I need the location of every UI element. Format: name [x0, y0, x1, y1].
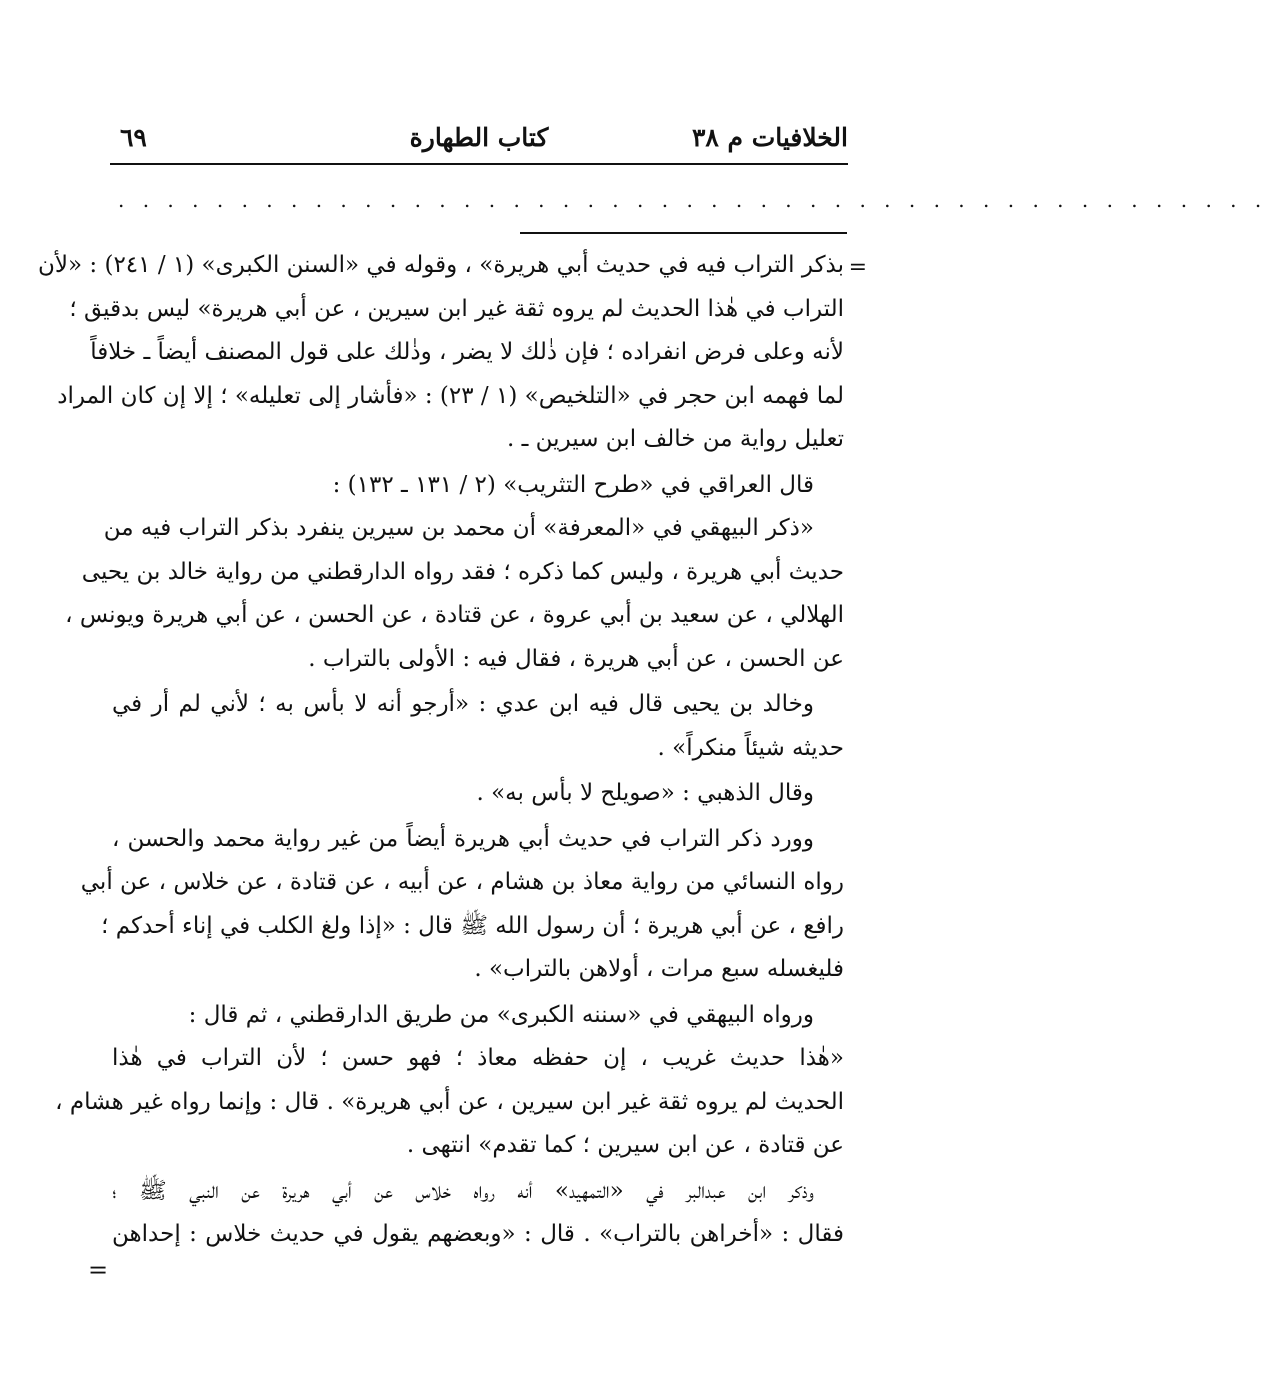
footnote-body [38, 244, 844, 1257]
text-line: ورواه البيهقي في «سننه الكبرى» من طريق الدارقطني ، ثم قال : [188, 1001, 814, 1028]
text-line: تعليل رواية من خالف ابن سيرين ـ . [506, 426, 844, 452]
text-line: عن الحسن ، عن أبي هريرة ، فقال فيه : الأولى بالتراب . [308, 645, 844, 672]
text-line: رافع ، عن أبي هريرة ؛ أن رسول الله ﷺ قال : «إذا ولغ الكلب في إناء أحدكم ؛ [101, 912, 844, 939]
text-line: وقال الذهبي : «صويلح لا بأس به» . [476, 780, 814, 806]
text-line: رواه النسائي من رواية معاذ بن هشام ، عن أبيه ، عن قتادة ، عن خلاس ، عن أبي [80, 869, 844, 895]
text-line: لأنه وعلى فرض انفراده ؛ فإن ذٰلك لا يضر ، وذٰلك على قول المصنف أيضاً ـ خلافاً [90, 339, 844, 365]
text-line: وخالد بن يحيى قال فيه ابن عدي : «أرجو أنه لا بأس به ؛ لأني لم أر في [112, 691, 814, 717]
volume-title: الخلافيات م ٣٨ [691, 123, 848, 152]
chapter-title: كتاب الطهارة [409, 123, 549, 152]
text-line: الهلالي ، عن سعيد بن أبي عروة ، عن قتادة ، عن الحسن ، عن أبي هريرة ويونس ، [65, 602, 844, 628]
page-header [110, 120, 848, 160]
text-line: بذكر التراب فيه في حديث أبي هريرة» ، وقوله في «السنن الكبرى» (١ / ٢٤١) : «لأن [38, 252, 844, 278]
text-line: قال العراقي في «طرح التثريب» (٢ / ١٣١ ـ ١٣٢) : [332, 471, 814, 498]
header-rule [110, 163, 848, 165]
continuation-mark-end: = [88, 1256, 109, 1284]
text-line: التراب في هٰذا الحديث لم يروه ثقة غير ابن سيرين ، عن أبي هريرة» ليس بدقيق ؛ [69, 295, 844, 322]
text-line: وذكر ابن عبدالبر في «التمهيد» أنه رواه خلاس عن أبي هريرة عن النبي ﷺ ؛ [112, 1177, 814, 1204]
text-line: فقال : «أخراهن بالتراب» . قال : «وبعضهم يقول في حديث خلاس : إحداهن [112, 1221, 844, 1247]
text-line: «هٰذا حديث غريب ، إن حفظه معاذ ؛ فهو حسن ؛ لأن التراب في هٰذا [112, 1045, 844, 1071]
text-line: حديث أبي هريرة ، وليس كما ذكره ؛ فقد رواه الدارقطني من رواية خالد بن يحيى [81, 558, 844, 585]
text-line: «ذكر البيهقي في «المعرفة» أن محمد بن سيرين ينفرد بذكر التراب فيه من [103, 515, 814, 541]
text-line: عن قتادة ، عن ابن سيرين ؛ كما تقدم» انتهى . [406, 1132, 844, 1158]
page-number: ٦٩ [120, 123, 147, 152]
continuation-mark-start: = [848, 255, 867, 280]
text-line: الحديث لم يروه ثقة غير ابن سيرين ، عن أبي هريرة» . قال : وإنما رواه غير هشام ، [55, 1088, 844, 1115]
text-line: حديثه شيئاً منكراً» . [657, 734, 844, 761]
text-line: وورد ذكر التراب في حديث أبي هريرة أيضاً من غير رواية محمد والحسن ، [112, 825, 814, 852]
text-line: فليغسله سبع مرات ، أولاهن بالتراب» . [474, 956, 844, 982]
footnote-rule [520, 232, 847, 234]
text-line: لما فهمه ابن حجر في «التلخيص» (١ / ٢٣) : «فأشار إلى تعليله» ؛ إلا إن كان المراد [57, 382, 844, 409]
ellipsis-separator: . . . . . . . . . . . . . . . . . . . . . . . . . . . . . . . . . . . . . . . . . . . . . . . [118, 188, 1267, 212]
